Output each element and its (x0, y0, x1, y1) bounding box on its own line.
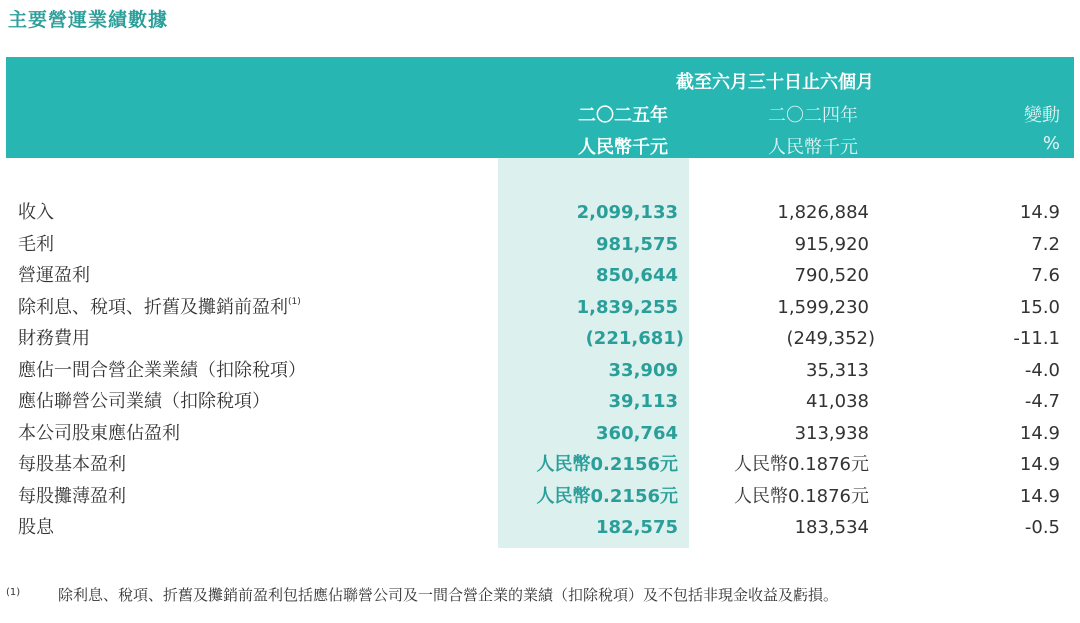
table-row (0, 386, 1080, 417)
value-2024: 41,038 (806, 391, 869, 412)
value-2025: (221,681) (585, 328, 684, 349)
table-row (0, 355, 1080, 386)
table-row (0, 323, 1080, 354)
row-label (18, 323, 90, 354)
value-2024: 790,520 (794, 265, 869, 286)
row-label-text: 股息 (18, 517, 54, 538)
value-2025: 182,575 (596, 517, 678, 538)
value-change-percent: 14.9 (1019, 454, 1060, 475)
value-2024: 人民幣0.1876元 (734, 485, 869, 507)
value-change-percent: 7.6 (1031, 265, 1060, 286)
table-row (0, 481, 1080, 512)
row-label-text: 收入 (18, 202, 54, 223)
value-2025: 人民幣0.2156元 (536, 454, 678, 475)
value-2025: 981,575 (596, 233, 678, 255)
value-2024: (249,352) (786, 328, 875, 349)
table-row (0, 449, 1080, 480)
value-2024: 915,920 (794, 233, 869, 255)
period-header: 截至六月三十日止六個月 (676, 72, 874, 93)
value-change-percent: -4.7 (1024, 391, 1060, 412)
footnote-text: 除利息、稅項、折舊及攤銷前盈利包括應佔聯營公司及一間合營企業的業績（扣除稅項）及不包括非現金收益及虧損。 (58, 586, 839, 604)
row-label (18, 229, 54, 260)
table-row (0, 418, 1080, 449)
row-label (18, 197, 54, 228)
value-2025: 850,644 (596, 265, 678, 286)
row-label-text: 除利息、稅項、折舊及攤銷前盈利 (18, 296, 288, 318)
value-2024: 1,599,230 (777, 296, 869, 318)
row-label (18, 512, 54, 543)
row-label-text: 毛利 (18, 233, 54, 255)
row-label (18, 418, 180, 449)
value-2025: 2,099,133 (576, 202, 678, 223)
table-row (0, 229, 1080, 260)
value-change-percent: -0.5 (1024, 517, 1060, 538)
value-2024: 183,534 (794, 517, 869, 538)
footnote-mark: (1) (6, 587, 21, 598)
value-change-percent: -4.0 (1024, 359, 1060, 381)
table-row (0, 260, 1080, 291)
row-label (18, 260, 90, 291)
row-label-text: 應佔一間合營企業業績（扣除稅項） (18, 359, 306, 381)
table-header-band (6, 57, 1074, 158)
row-label (18, 355, 306, 386)
col-2025-unit: 人民幣千元 (578, 137, 668, 158)
value-2025: 39,113 (608, 391, 678, 412)
row-label-text: 應佔聯營公司業績（扣除稅項） (18, 391, 270, 412)
value-2025: 33,909 (608, 359, 678, 381)
value-change-percent: 14.9 (1019, 422, 1060, 444)
col-2024-unit: 人民幣千元 (768, 137, 858, 158)
value-2024: 人民幣0.1876元 (734, 454, 869, 475)
row-label (18, 481, 126, 512)
value-change-percent: -11.1 (1013, 328, 1060, 349)
row-label-text: 本公司股東應佔盈利 (18, 422, 180, 444)
row-label (18, 449, 126, 480)
value-change-percent: 15.0 (1019, 296, 1060, 318)
col-2025-year: 二〇二五年 (578, 105, 668, 126)
col-2024-year: 二〇二四年 (768, 105, 858, 126)
table-row (0, 197, 1080, 228)
value-change-percent: 14.9 (1019, 202, 1060, 223)
value-change-percent: 14.9 (1019, 485, 1060, 507)
value-2025: 360,764 (596, 422, 678, 444)
row-label-text: 每股攤薄盈利 (18, 485, 126, 507)
col-change-unit: % (1042, 133, 1060, 154)
value-2024: 35,313 (806, 359, 869, 381)
value-2024: 313,938 (794, 422, 869, 444)
row-label-text: 財務費用 (18, 328, 90, 349)
value-change-percent: 7.2 (1031, 233, 1060, 255)
row-label-text: 營運盈利 (18, 265, 90, 286)
col-change-header: 變動 (1024, 105, 1060, 126)
row-label-text: 每股基本盈利 (18, 454, 126, 475)
footnote-reference: (1) (288, 296, 301, 307)
row-label (18, 386, 270, 417)
table-row (0, 292, 1080, 323)
section-title: 主要營運業績數據 (8, 9, 169, 31)
table-row (0, 512, 1080, 543)
row-label (18, 292, 301, 323)
value-2025: 1,839,255 (576, 296, 678, 318)
value-2025: 人民幣0.2156元 (536, 485, 678, 507)
value-2024: 1,826,884 (777, 202, 869, 223)
